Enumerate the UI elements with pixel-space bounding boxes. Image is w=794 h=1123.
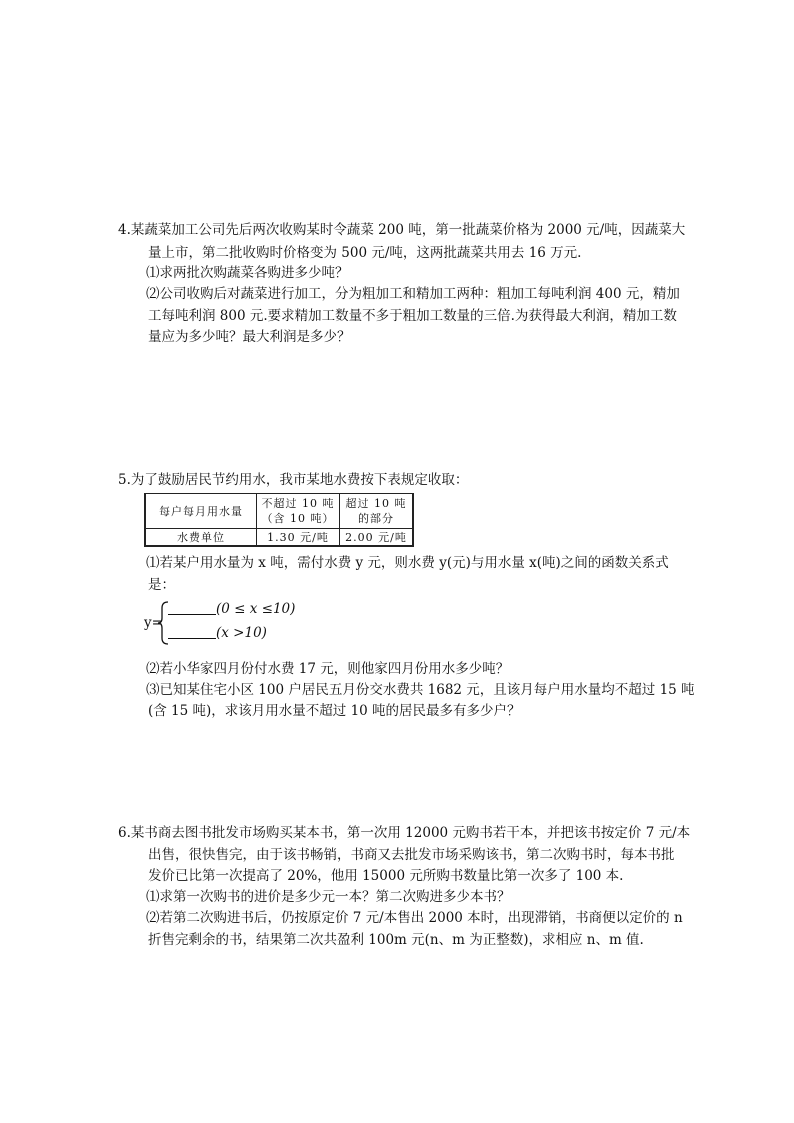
q5-sub1-line-1: ⑴若某户用水量为 x 吨，需付水费 y 元，则水费 y(元)与用水量 x(吨)之间的函数关系式	[146, 555, 669, 571]
answer-blank-2[interactable]	[168, 624, 216, 639]
piecewise-y-label: y=	[144, 615, 163, 631]
answer-blank-1[interactable]	[168, 600, 216, 615]
piecewise-case-2: (x >10)	[168, 624, 267, 641]
q6-sub2-line-2: 折售完剩余的书，结果第二次共盈利 100m 元(n、m 为正整数)，求相应 n、m 值.	[148, 932, 644, 948]
q4-sub2-line-1: ⑵公司收购后对蔬菜进行加工，分为粗加工和精加工两种：粗加工每吨利润 400 元，精加	[146, 286, 680, 302]
table-header-tier1: 不超过 10 吨 （含 10 吨）	[257, 494, 340, 529]
q6-line-3: 发价已比第一次提高了 20%，他用 15000 元所购书数量比第一次多了 100 本.	[148, 868, 624, 884]
q5-sub1-line-2: 是：	[148, 577, 175, 593]
q6-sub1: ⑴求第一次购书的进价是多少元一本？第二次购进多少本书？	[146, 889, 511, 905]
q6-line-2: 出售，很快售完，由于该书畅销，书商又去批发市场采购该书，第二次购书时，每本书批	[148, 847, 675, 863]
q6-line-1: 6.某书商去图书批发市场购买某本书，第一次用 12000 元购书若干本，并把该书按定价 7 元/本	[118, 825, 691, 841]
water-fee-table	[144, 493, 414, 547]
q5-sub2: ⑵若小华家四月份付水费 17 元，则他家四月份用水多少吨？	[146, 661, 510, 677]
piecewise-case-1: (0 ≤ x ≤10)	[168, 600, 295, 617]
q5-sub3-line-1: ⑶已知某住宅小区 100 户居民五月份交水费共 1682 元，且该月每户用水量均不超过 15 吨	[146, 682, 695, 698]
q6-sub2-line-1: ⑵若第二次购进书后，仍按原定价 7 元/本售出 2000 本时，出现滞销，书商便以定价的 n	[146, 910, 683, 926]
q4-line-2: 量上市，第二批收购时价格变为 500 元/吨，这两批蔬菜共用去 16 万元.	[148, 245, 582, 261]
table-header-tier2: 超过 10 吨 的部分	[340, 494, 414, 529]
q4-sub1: ⑴求两批次购蔬菜各购进多少吨？	[146, 265, 349, 281]
piecewise-function	[144, 600, 314, 646]
q4-sub2-line-2: 工每吨利润 800 元.要求精加工数量不多于粗加工数量的三倍.为获得最大利润，精加工数	[148, 308, 677, 324]
q5-line-1: 5.为了鼓励居民节约用水，我市某地水费按下表规定收取：	[118, 472, 469, 488]
q5-sub3-line-2: (含 15 吨)，求该月用水量不超过 10 吨的居民最多有多少户？	[148, 703, 521, 719]
q4-line-1: 4.某蔬菜加工公司先后两次收购某时令蔬菜 200 吨，第一批蔬菜价格为 2000 元/吨，因蔬菜大	[118, 222, 686, 238]
table-header-usage: 每户每月用水量	[145, 494, 257, 529]
table-cell-tier1-price: 1.30 元/吨	[257, 529, 340, 547]
q4-sub2-line-3: 量应为多少吨？最大利润是多少？	[148, 329, 351, 345]
table-cell-fee-label: 水费单位	[145, 529, 257, 547]
table-cell-tier2-price: 2.00 元/吨	[340, 529, 414, 547]
